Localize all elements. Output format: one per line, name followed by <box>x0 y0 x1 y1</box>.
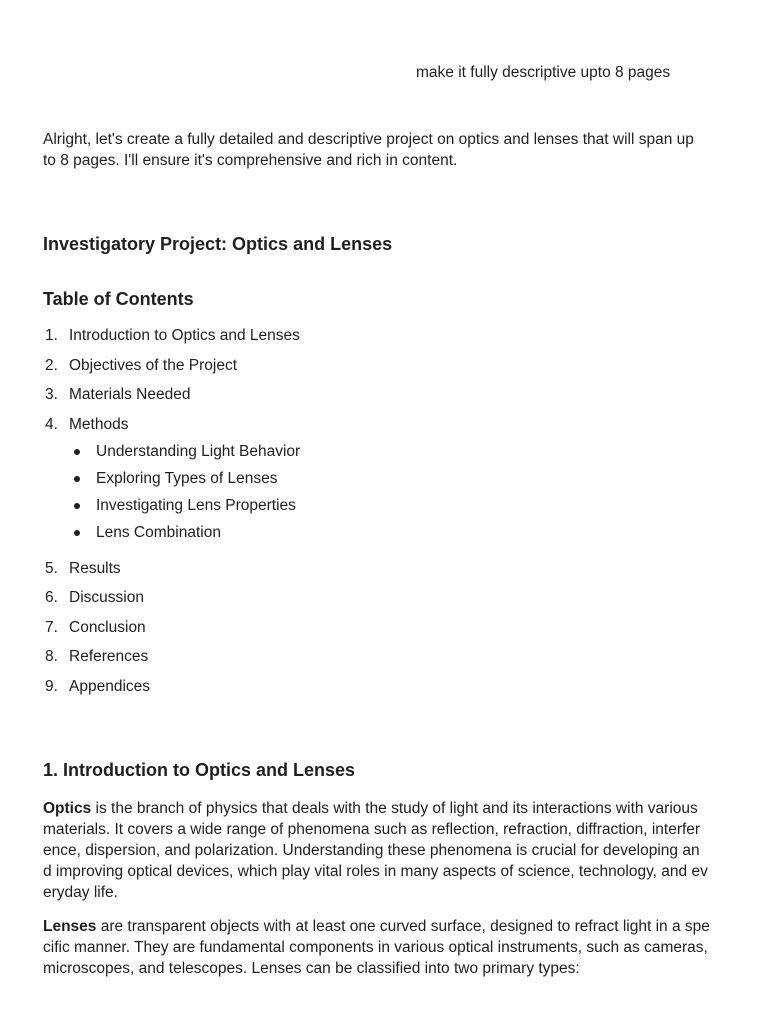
intro-paragraph <box>43 129 729 171</box>
toc-item <box>43 325 723 346</box>
bullet-icon <box>74 476 80 482</box>
lenses-paragraph <box>43 916 729 979</box>
bold-term: Optics <box>43 800 92 817</box>
methods-subitem <box>69 522 723 543</box>
subitem-label: Exploring Types of Lenses <box>96 469 278 487</box>
line-text: are transparent objects with at least one curved surface, designed to refract light in a spe <box>96 918 710 935</box>
toc-number: 7. <box>45 618 58 636</box>
toc-item <box>43 355 723 376</box>
bullet-icon <box>74 530 80 536</box>
intro-line: Alright, let's create a fully detailed and descriptive project on optics and lenses that will span up <box>43 131 694 148</box>
bullet-icon <box>74 449 80 455</box>
paragraph-line: eryday life. <box>43 884 118 901</box>
toc-item <box>43 676 723 697</box>
paragraph-line: ence, dispersion, and polarization. Understanding these phenomena is crucial for developing an <box>43 842 700 859</box>
paragraph-line: d improving optical devices, which play vital roles in many aspects of science, technology, and ev <box>43 863 708 880</box>
table-of-contents <box>43 325 723 697</box>
project-title: Investigatory Project: Optics and Lenses <box>43 234 393 254</box>
toc-label: Appendices <box>69 677 151 695</box>
line-text: is the branch of physics that deals with the study of light and its interactions with various <box>91 800 698 817</box>
user-message: make it fully descriptive upto 8 pages <box>416 64 671 81</box>
subitem-label: Lens Combination <box>96 523 221 541</box>
optics-paragraph <box>43 798 729 903</box>
toc-number: 2. <box>45 356 58 374</box>
paragraph-line <box>43 798 729 819</box>
subitem-label: Understanding Light Behavior <box>96 442 301 460</box>
toc-label: Objectives of the Project <box>69 356 237 374</box>
toc-item <box>43 558 723 579</box>
paragraph-line: materials. It covers a wide range of phenomena such as reflection, refraction, diffraction, interfer <box>43 821 701 838</box>
toc-number: 5. <box>45 559 58 577</box>
subitem-label: Investigating Lens Properties <box>96 496 296 514</box>
intro-line: to 8 pages. I'll ensure it's comprehensive and rich in content. <box>43 152 458 169</box>
methods-sublist <box>69 441 723 543</box>
paragraph-line <box>43 916 729 937</box>
toc-item <box>43 617 723 638</box>
section-heading: 1. Introduction to Optics and Lenses <box>43 760 356 780</box>
toc-label: Conclusion <box>69 618 146 636</box>
toc-item <box>43 414 723 543</box>
toc-label: Results <box>69 559 121 577</box>
toc-number: 3. <box>45 386 58 403</box>
toc-number: 1. <box>45 327 58 344</box>
toc-number: 6. <box>45 589 58 606</box>
methods-subitem <box>69 468 723 489</box>
toc-item <box>43 646 723 667</box>
toc-label: Methods <box>69 415 129 433</box>
bullet-icon <box>74 503 80 509</box>
bold-term: Lenses <box>43 918 97 935</box>
toc-number: 9. <box>45 677 58 695</box>
toc-number: 4. <box>45 415 58 433</box>
paragraph-line: microscopes, and telescopes. Lenses can be classified into two primary types: <box>43 960 580 977</box>
toc-label: References <box>69 648 149 665</box>
toc-item <box>43 384 723 405</box>
toc-item <box>43 587 723 608</box>
methods-subitem <box>69 441 723 462</box>
methods-subitem <box>69 495 723 516</box>
toc-label: Discussion <box>69 589 144 606</box>
paragraph-line: cific manner. They are fundamental components in various optical instruments, such as cameras, <box>43 939 708 956</box>
toc-heading: Table of Contents <box>43 289 194 309</box>
toc-number: 8. <box>45 648 58 665</box>
toc-label: Materials Needed <box>69 386 191 403</box>
toc-label: Introduction to Optics and Lenses <box>69 327 300 344</box>
